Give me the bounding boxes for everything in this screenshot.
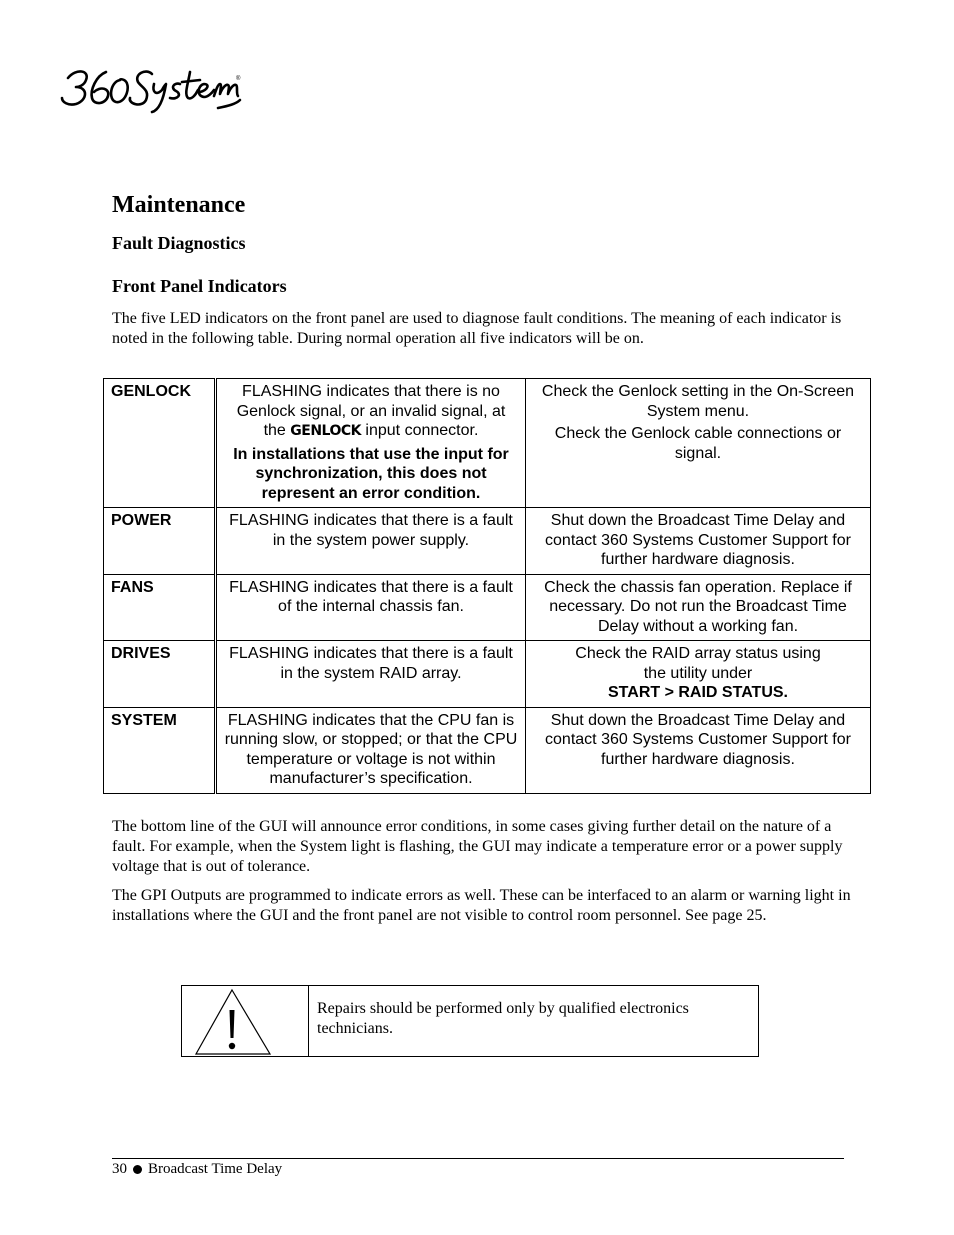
table-row [104,574,871,641]
svg-text:®: ® [236,76,241,82]
genlock-connector-label: GENLOCK [290,423,361,439]
gpi-outputs-paragraph: The GPI Outputs are programmed to indicate errors as well. These can be interfaced to an alarm or warning light in installations where the GUI and the front panel are not visible to control room personnel. See page 25. [112,887,851,924]
subsection-heading: Front Panel Indicators [112,276,287,296]
fault-indicator-table [103,378,871,794]
indicator-description: FLASHING indicates that there is a fault of the internal chassis fan. [216,574,526,641]
indicator-description: FLASHING indicates that there is no Genlock signal, or an invalid signal, at the GENLOCK input connector. In installations that use the input for synchronization, this does not represent an error condition. [216,379,526,508]
page-title: Maintenance [112,192,246,218]
warning-triangle-icon [194,988,274,1056]
page-footer [112,1160,282,1178]
indicator-name: DRIVES [104,641,216,708]
warning-text: Repairs should be performed only by qualified electronics technicians. [317,1000,689,1037]
table-row [104,707,871,793]
indicator-name: SYSTEM [104,707,216,793]
table-row [104,641,871,708]
document-title: Broadcast Time Delay [148,1161,283,1177]
warning-box [181,985,759,1057]
warning-icon-cell [182,986,309,1056]
indicator-name: GENLOCK [104,379,216,508]
page-number: 30 [112,1161,127,1177]
intro-paragraph: The five LED indicators on the front panel are used to diagnose fault conditions. The meaning of each indicator is noted in the following table. During normal operation all five indicators will be on. [112,310,842,347]
indicator-description: FLASHING indicates that there is a fault in the system RAID array. [216,641,526,708]
gui-error-paragraph: The bottom line of the GUI will announce error conditions, in some cases giving further detail on the nature of a fault. For example, when the System light is flashing, the GUI may indicate a temperature error or a power supply voltage that is out of tolerance. [112,818,843,875]
indicator-description: FLASHING indicates that the CPU fan is running slow, or stopped; or that the CPU temperature or voltage is not within manufacturer’s specification. [216,707,526,793]
indicator-action: Check the Genlock setting in the On-Screen System menu. Check the Genlock cable connections or signal. [526,379,871,508]
company-logo [58,60,248,116]
indicator-description: FLASHING indicates that there is a fault in the system power supply. [216,508,526,575]
table-row [104,508,871,575]
indicator-action: Shut down the Broadcast Time Delay and contact 360 Systems Customer Support for further hardware diagnosis. [526,508,871,575]
section-heading: Fault Diagnostics [112,233,246,253]
footer-rule [112,1158,844,1159]
indicator-action: Shut down the Broadcast Time Delay and contact 360 Systems Customer Support for further hardware diagnosis. [526,707,871,793]
indicator-name: FANS [104,574,216,641]
bullet-icon [133,1165,142,1174]
raid-status-menu-path: START > RAID STATUS. [608,684,788,701]
indicator-action: Check the chassis fan operation. Replace if necessary. Do not run the Broadcast Time Delay without a working fan. [526,574,871,641]
table-row [104,379,871,508]
indicator-note: In installations that use the input for synchronization, this does not represent an error condition. [233,445,509,502]
indicator-name: POWER [104,508,216,575]
indicator-action: Check the RAID array status using the utility under START > RAID STATUS. [526,641,871,708]
